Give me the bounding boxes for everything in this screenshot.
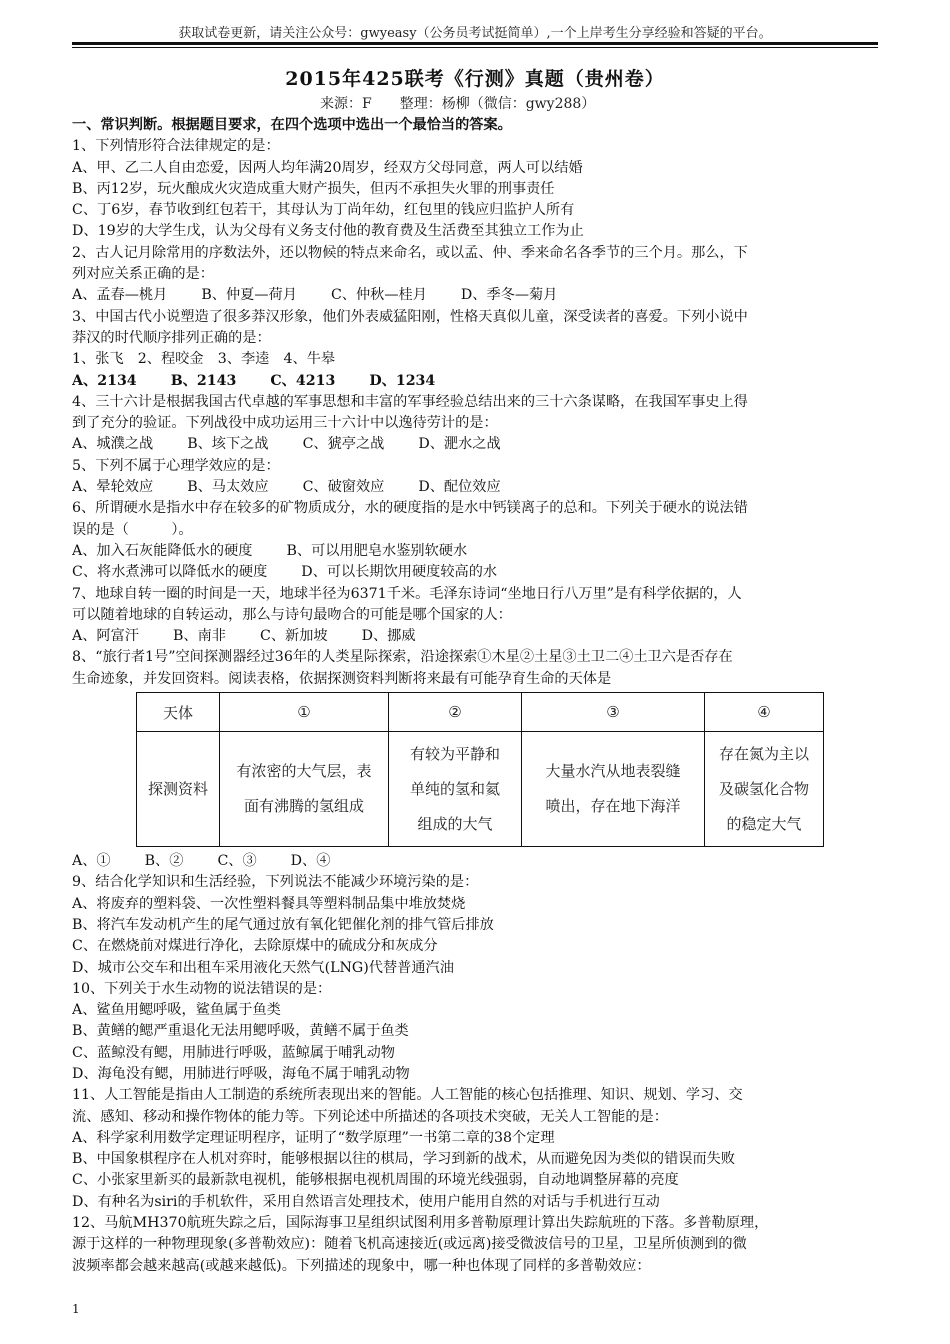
question-7-stem-line-1: 7、地球自转一圈的时间是一天，地球半径为6371千米。毛泽东诗词“坐地日行八万里”是有科学依据的，人 — [72, 585, 742, 602]
source-line: 来源：F 整理：杨柳（微信：gwy288） — [320, 96, 596, 112]
question-6-option-d: D、可以长期饮用硬度较高的水 — [301, 564, 498, 581]
question-11-option-d: D、有种名为siri的手机软件，采用自然语言处理技术，使用户能用自然的对话与手机进行互动 — [72, 1193, 660, 1210]
probe-data-table — [136, 692, 824, 847]
exam-content — [72, 115, 882, 1277]
question-7-options — [72, 626, 882, 647]
question-4-option-a: A、城濮之战 — [72, 436, 154, 453]
table-cell-2-line-1: 有较为平静和 — [409, 744, 500, 763]
table-row-label: 探测资料 — [137, 732, 220, 847]
question-2-option-d: D、季冬—菊月 — [460, 287, 558, 304]
table-cell-2 — [389, 732, 522, 847]
question-3-option-c: C、4213 — [270, 372, 336, 389]
table-cell-2-line-2: 单纯的氢和氦 — [409, 779, 500, 798]
table-cell-1-line-1: 有浓密的大气层，表 — [236, 762, 372, 781]
table-cell-1-line-2: 面有沸腾的氢组成 — [243, 797, 364, 816]
question-2-option-b: B、仲夏—荷月 — [201, 287, 297, 304]
question-2-option-c: C、仲秋—桂月 — [330, 287, 427, 304]
question-8-options — [72, 851, 882, 872]
table-header-4: ④ — [705, 693, 824, 732]
question-8-option-a: A、① — [72, 853, 111, 870]
question-12-stem-line-1: 12、马航MH370航班失踪之后，国际海事卫星组织试图利用多普勒原理计算出失踪航班的下落。多普勒原理， — [72, 1215, 769, 1232]
question-12-stem-line-3: 波频率都会越来越高(或越来越低)。下列描述的现象中，哪一种也体现了同样的多普勒效应： — [72, 1257, 651, 1274]
question-4-option-d: D、淝水之战 — [418, 436, 501, 453]
question-10-option-d: D、海龟没有鳃，用肺进行呼吸，海龟不属于哺乳动物 — [72, 1065, 410, 1082]
question-3-items: 1、张飞 2、程咬金 3、李逵 4、牛皋 — [72, 351, 336, 368]
question-6-option-b: B、可以用肥皂水鉴别软硬水 — [286, 542, 468, 559]
table-cell-3-line-2: 喷出，存在地下海洋 — [545, 797, 681, 816]
question-9-option-a: A、将废弃的塑料袋、一次性塑料餐具等塑料制品集中堆放焚烧 — [72, 895, 466, 912]
table-cell-1 — [220, 732, 389, 847]
question-7-option-d: D、挪威 — [361, 628, 416, 645]
table-header-2: ② — [389, 693, 522, 732]
question-5-option-a: A、晕轮效应 — [72, 479, 154, 496]
table-cell-4-line-3: 的稳定大气 — [726, 814, 802, 833]
table-header-1: ① — [220, 693, 389, 732]
question-7-option-b: B、南非 — [173, 628, 226, 645]
table-cell-2-line-3: 组成的大气 — [417, 814, 493, 833]
question-2-stem-line-1: 2、古人记月除常用的序数法外，还以物候的特点来命名，或以孟、仲、季来命名各季节的三个月。那么，下 — [72, 244, 748, 261]
table-cell-3-line-1: 大量水汽从地表裂缝 — [545, 762, 681, 781]
question-5-stem: 5、下列不属于心理学效应的是： — [72, 457, 280, 474]
question-10-option-a: A、鲨鱼用鳃呼吸，鲨鱼属于鱼类 — [72, 1002, 281, 1019]
section-heading: 一、常识判断。根据题目要求，在四个选项中选出一个最恰当的答案。 — [72, 117, 512, 133]
question-9-stem: 9、结合化学知识和生活经验，下列说法不能减少环境污染的是： — [72, 874, 479, 891]
question-12-stem-line-2: 源于这样的一种物理现象(多普勒效应)：随着飞机高速接近(或远离)接受微波信号的卫星，卫星所侦测到的微 — [72, 1236, 747, 1253]
question-1-option-d: D、19岁的大学生戊，认为父母有义务支付他的教育费及生活费至其独立工作为止 — [72, 223, 584, 240]
question-8-option-b: B、② — [144, 853, 184, 870]
question-7-stem-line-2: 可以随着地球的自转运动，那么与诗句最吻合的可能是哪个国家的人： — [72, 606, 512, 623]
table-cell-4 — [705, 732, 824, 847]
question-6-stem-line-1: 6、所谓硬水是指水中存在较多的矿物质成分，水的硬度指的是水中钙镁离子的总和。下列关于硬水的说法错 — [72, 500, 748, 517]
question-7-option-a: A、阿富汗 — [72, 628, 139, 645]
question-11-stem-line-2: 流、感知、移动和操作物体的能力等。下列论述中所描述的各项技术突破，无关人工智能的是： — [72, 1108, 668, 1125]
question-6-option-c: C、将水煮沸可以降低水的硬度 — [72, 564, 268, 581]
question-10-option-c: C、蓝鲸没有鳃，用肺进行呼吸，蓝鲸属于哺乳动物 — [72, 1044, 395, 1061]
question-8-option-c: C、③ — [217, 853, 257, 870]
question-3-option-a: A、2134 — [72, 372, 137, 389]
question-4-options — [72, 434, 882, 455]
question-4-option-c: C、猇亭之战 — [302, 436, 385, 453]
question-10-option-b: B、黄鳝的鳃严重退化无法用鳃呼吸，黄鳝不属于鱼类 — [72, 1023, 409, 1040]
question-10-stem: 10、下列关于水生动物的说法错误的是： — [72, 980, 332, 997]
question-6-options-row-1 — [72, 541, 882, 562]
question-4-stem-line-1: 4、三十六计是根据我国古代卓越的军事思想和丰富的军事经验总结出来的三十六条谋略，在我国军事史上得 — [72, 393, 748, 410]
question-1-option-a: A、甲、乙二人自由恋爱，因两人均年满20周岁，经双方父母同意，两人可以结婚 — [72, 159, 583, 176]
table-header-row — [137, 693, 824, 732]
question-11-stem-line-1: 11、人工智能是指由人工制造的系统所表现出来的智能。人工智能的核心包括推理、知识、规划、学习、交 — [72, 1087, 743, 1104]
question-1-option-c: C、丁6岁，春节收到红包若干，其母认为丁尚年幼，红包里的钱应归监护人所有 — [72, 202, 575, 219]
question-11-option-a: A、科学家利用数学定理证明程序，证明了“数学原理”一书第二章的38个定理 — [72, 1129, 555, 1146]
question-6-stem-line-2: 误的是（ ）。 — [72, 521, 193, 538]
header-note: 获取试卷更新，请关注公众号：gwyeasy（公务员考试挺简单）,一个上岸考生分享经验和答疑的平台。 — [178, 26, 772, 41]
question-8-stem-line-1: 8、“旅行者1号”空间探测器经过36年的人类星际探索，沿途探索①木星②土星③土卫二④土卫六是否存在 — [72, 649, 733, 666]
question-2-option-a: A、孟春—桃月 — [72, 287, 168, 304]
question-3-stem-line-1: 3、中国古代小说塑造了很多莽汉形象，他们外表威猛阳刚，性格天真似儿童，深受读者的喜爱。下列小说中 — [72, 308, 748, 325]
question-6-options-row-2 — [72, 562, 882, 583]
question-11-option-c: C、小张家里新买的最新款电视机，能够根据电视机周围的环境光线强弱，自动地调整屏幕的亮度 — [72, 1172, 679, 1189]
table-cell-4-line-2: 及碳氢化合物 — [718, 779, 809, 798]
question-2-stem-line-2: 列对应关系正确的是： — [72, 266, 214, 283]
question-8-stem-line-2: 生命迹象，并发回资料。阅读表格，依据探测资料判断将来最有可能孕育生命的天体是 — [72, 670, 612, 687]
question-3-stem-line-2: 莽汉的时代顺序排列正确的是： — [72, 329, 271, 346]
question-2-options — [72, 285, 882, 306]
question-7-option-c: C、新加坡 — [260, 628, 328, 645]
question-4-option-b: B、垓下之战 — [187, 436, 269, 453]
question-3-options — [72, 371, 882, 392]
question-5-option-c: C、破窗效应 — [302, 479, 385, 496]
page-number: 1 — [72, 1302, 80, 1316]
question-3-option-d: D、1234 — [369, 372, 436, 389]
table-data-row — [137, 732, 824, 847]
question-9-option-c: C、在燃烧前对煤进行净化，去除原煤中的硫成分和灰成分 — [72, 938, 438, 955]
table-cell-3 — [522, 732, 705, 847]
question-5-options — [72, 477, 882, 498]
question-8-option-d: D、④ — [290, 853, 331, 870]
table-cell-4-line-1: 存在氮为主以 — [718, 744, 809, 763]
table-header-3: ③ — [522, 693, 705, 732]
question-6-option-a: A、加入石灰能降低水的硬度 — [72, 542, 253, 559]
question-9-option-d: D、城市公交车和出租车采用液化天然气(LNG)代替普通汽油 — [72, 959, 454, 976]
question-5-option-b: B、马太效应 — [187, 479, 269, 496]
header-rule — [72, 42, 878, 45]
question-3-option-b: B、2143 — [170, 372, 237, 389]
question-9-option-b: B、将汽车发动机产生的尾气通过放有氧化钯催化剂的排气管后排放 — [72, 916, 494, 933]
table-header-celestial-body: 天体 — [137, 693, 220, 732]
question-4-stem-line-2: 到了充分的验证。下列战役中成功运用三十六计中以逸待劳计的是： — [72, 415, 498, 432]
header-rule-thin — [72, 47, 878, 48]
page-title: 2015年425联考《行测》真题（贵州卷） — [285, 68, 665, 90]
question-5-option-d: D、配位效应 — [418, 479, 501, 496]
question-1-stem: 1、下列情形符合法律规定的是： — [72, 138, 280, 155]
question-11-option-b: B、中国象棋程序在人机对弈时，能够根据以往的棋局，学习到新的战术，从而避免因为类似的错误而失败 — [72, 1151, 736, 1168]
question-1-option-b: B、丙12岁，玩火酿成火灾造成重大财产损失，但丙不承担失火罪的刑事责任 — [72, 180, 555, 197]
